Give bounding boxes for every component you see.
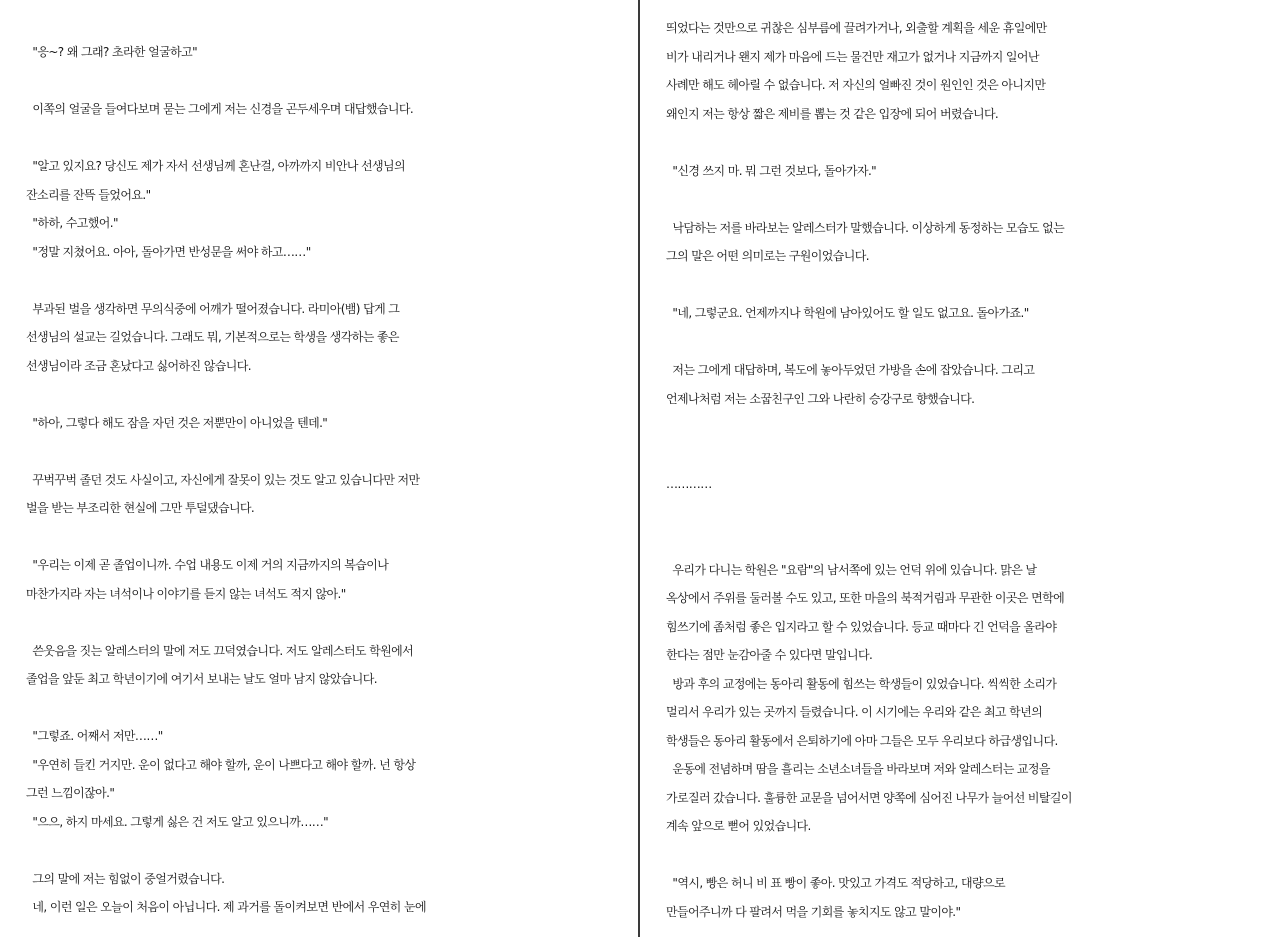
- text-line: "역시, 빵은 허니 비 표 빵이 좋아. 맛있고 가격도 적당하고, 대량으로: [666, 876, 1005, 890]
- text-line: 그의 말에 저는 힘없이 중얼거렸습니다.: [26, 871, 225, 886]
- text-line: 선생님의 설교는 길었습니다. 그래도 뭐, 기본적으로는 학생을 생각하는 좋은: [26, 330, 399, 344]
- blank-line: [26, 266, 638, 295]
- text-line: "알고 있지요? 당신도 제가 자서 선생님께 혼난걸, 아까까지 비안나 선생님의: [26, 159, 406, 173]
- text-line: "하하, 수고했어.": [26, 216, 118, 230]
- text-line: "신경 쓰지 마. 뭐 그런 것보다, 돌아가자.": [666, 163, 877, 178]
- text-line: 부과된 벌을 생각하면 무의식중에 어깨가 떨어졌습니다. 라미아(뱀) 답게 그: [26, 301, 400, 316]
- text-line: 힘쓰기에 좀처럼 좋은 입지라고 할 수 있었습니다. 등교 때마다 긴 언덕을 올라야: [666, 619, 1057, 634]
- text-line: 방과 후의 교정에는 동아리 활동에 힘쓰는 학생들이 있었습니다. 씩씩한 소리가: [666, 676, 1057, 691]
- text-line: "정말 지쳤어요. 아아, 돌아가면 반성문을 써야 하고……": [26, 244, 311, 259]
- text-line: 옥상에서 주위를 둘러볼 수도 있고, 또한 마을의 북적거림과 무관한 이곳은 면학에: [666, 591, 1065, 605]
- text-line: 비가 내리거나 왠지 제가 마음에 드는 물건만 재고가 없거나 지금까지 일어난: [666, 49, 1039, 64]
- blank-line: [666, 328, 1280, 357]
- blank-line: [26, 836, 638, 865]
- text-line: 만들어주니까 다 팔려서 먹을 기회를 놓치지도 않고 말이야.": [666, 904, 961, 919]
- blank-line: [666, 185, 1280, 214]
- left-page: [0, 0, 638, 937]
- text-line: 쓴웃음을 짓는 알레스터의 말에 저도 끄덕였습니다. 저도 알레스터도 학원에서: [26, 643, 414, 658]
- page-divider: [638, 0, 640, 937]
- text-line: 그런 느낌이잖아.": [26, 786, 115, 800]
- text-line: "우연히 들킨 거지만. 운이 없다고 해야 할까, 운이 나쁘다고 해야 할까. 넌 항상: [26, 757, 416, 772]
- text-line: 학생들은 동아리 활동에서 은퇴하기에 아마 그들은 모두 우리보다 하급생입니다.: [666, 733, 1058, 748]
- text-line: 우리가 다니는 학원은 "요람"의 남서쪽에 있는 언덕 위에 있습니다. 맑은 날: [666, 562, 1037, 577]
- text-line: 그의 말은 어떤 의미로는 구원이었습니다.: [666, 249, 869, 263]
- blank-line: [26, 523, 638, 552]
- blank-line: [26, 67, 638, 96]
- text-line: 잔소리를 잔뜩 들었어요.": [26, 187, 151, 202]
- blank-line: [26, 380, 638, 409]
- text-line: "우리는 이제 곧 졸업이니까. 수업 내용도 이제 거의 지금까지의 복습이나: [26, 558, 389, 572]
- blank-line: [666, 128, 1280, 157]
- text-line: 마찬가지라 자는 녀석이나 이야기를 듣지 않는 녀석도 적지 않아.": [26, 586, 346, 601]
- blank-line: [26, 694, 638, 723]
- text-line: 낙담하는 저를 바라보는 알레스터가 말했습니다. 이상하게 동정하는 모습도 없는: [666, 220, 1065, 235]
- blank-line: [666, 527, 1280, 556]
- blank-line: [26, 608, 638, 637]
- text-line: 띄었다는 것만으로 귀찮은 심부름에 끌려가거나, 외출할 계획을 세운 휴일에만: [666, 21, 1047, 35]
- text-line: 운동에 전념하며 땀을 흘리는 소년소녀들을 바라보며 저와 알레스터는 교정을: [666, 762, 1050, 776]
- blank-line: [26, 437, 638, 466]
- text-line: 네, 이런 일은 오늘이 처음이 아닙니다. 제 과거를 돌이켜보면 반에서 우연히 눈에: [26, 900, 426, 914]
- blank-line: [666, 413, 1280, 442]
- blank-line: [666, 442, 1280, 471]
- text-line: 사례만 해도 헤아릴 수 없습니다. 저 자신의 얼빠진 것이 원인인 것은 아니지만: [666, 78, 1046, 92]
- blank-line: [666, 271, 1280, 300]
- text-line: 이쪽의 얼굴을 들여다보며 묻는 그에게 저는 신경을 곤두세우며 대답했습니다.: [26, 102, 414, 116]
- right-page: [642, 0, 1280, 937]
- text-line: "으으, 하지 마세요. 그렇게 싫은 건 저도 알고 있으니까……": [26, 814, 329, 829]
- text-line: 벌을 받는 부조리한 현실에 그만 투덜댔습니다.: [26, 501, 255, 515]
- text-line: 선생님이라 조금 혼났다고 싫어하진 않습니다.: [26, 358, 251, 373]
- text-line: 멀리서 우리가 있는 곳까지 들렸습니다. 이 시기에는 우리와 같은 최고 학년의: [666, 705, 1043, 719]
- text-line: 꾸벅꾸벅 졸던 것도 사실이고, 자신에게 잘못이 있는 것도 알고 있습니다만 저만: [26, 472, 420, 487]
- blank-line: [26, 124, 638, 153]
- text-line: "응~? 왜 그래? 초라한 얼굴하고": [26, 45, 198, 59]
- text-line: 언제나처럼 저는 소꿉친구인 그와 나란히 승강구로 향했습니다.: [666, 391, 975, 406]
- text-line: 한다는 점만 눈감아줄 수 있다면 말입니다.: [666, 648, 873, 662]
- text-line: "그렇죠. 어째서 저만……": [26, 729, 163, 743]
- text-line: "하아, 그렇다 해도 잠을 자던 것은 저뿐만이 아니었을 텐데.": [26, 415, 328, 430]
- text-line: 저는 그에게 대답하며, 복도에 놓아두었던 가방을 손에 잡았습니다. 그리고: [666, 363, 1035, 377]
- text-line: 왜인지 저는 항상 짧은 제비를 뽑는 것 같은 입장에 되어 버렸습니다.: [666, 106, 999, 121]
- blank-line: [666, 841, 1280, 870]
- text-line: "네, 그렇군요. 언제까지나 학원에 남아있어도 할 일도 없고요. 돌아가죠.": [666, 306, 1029, 320]
- text-line: …………: [666, 477, 712, 491]
- text-line: 계속 앞으로 뻗어 있었습니다.: [666, 819, 811, 833]
- blank-line: [666, 499, 1280, 528]
- text-line: 가로질러 갔습니다. 훌륭한 교문을 넘어서면 양쪽에 심어진 나무가 늘어선 비탈길이: [666, 790, 1072, 805]
- text-line: 졸업을 앞둔 최고 학년이기에 여기서 보내는 날도 얼마 남지 않았습니다.: [26, 672, 377, 686]
